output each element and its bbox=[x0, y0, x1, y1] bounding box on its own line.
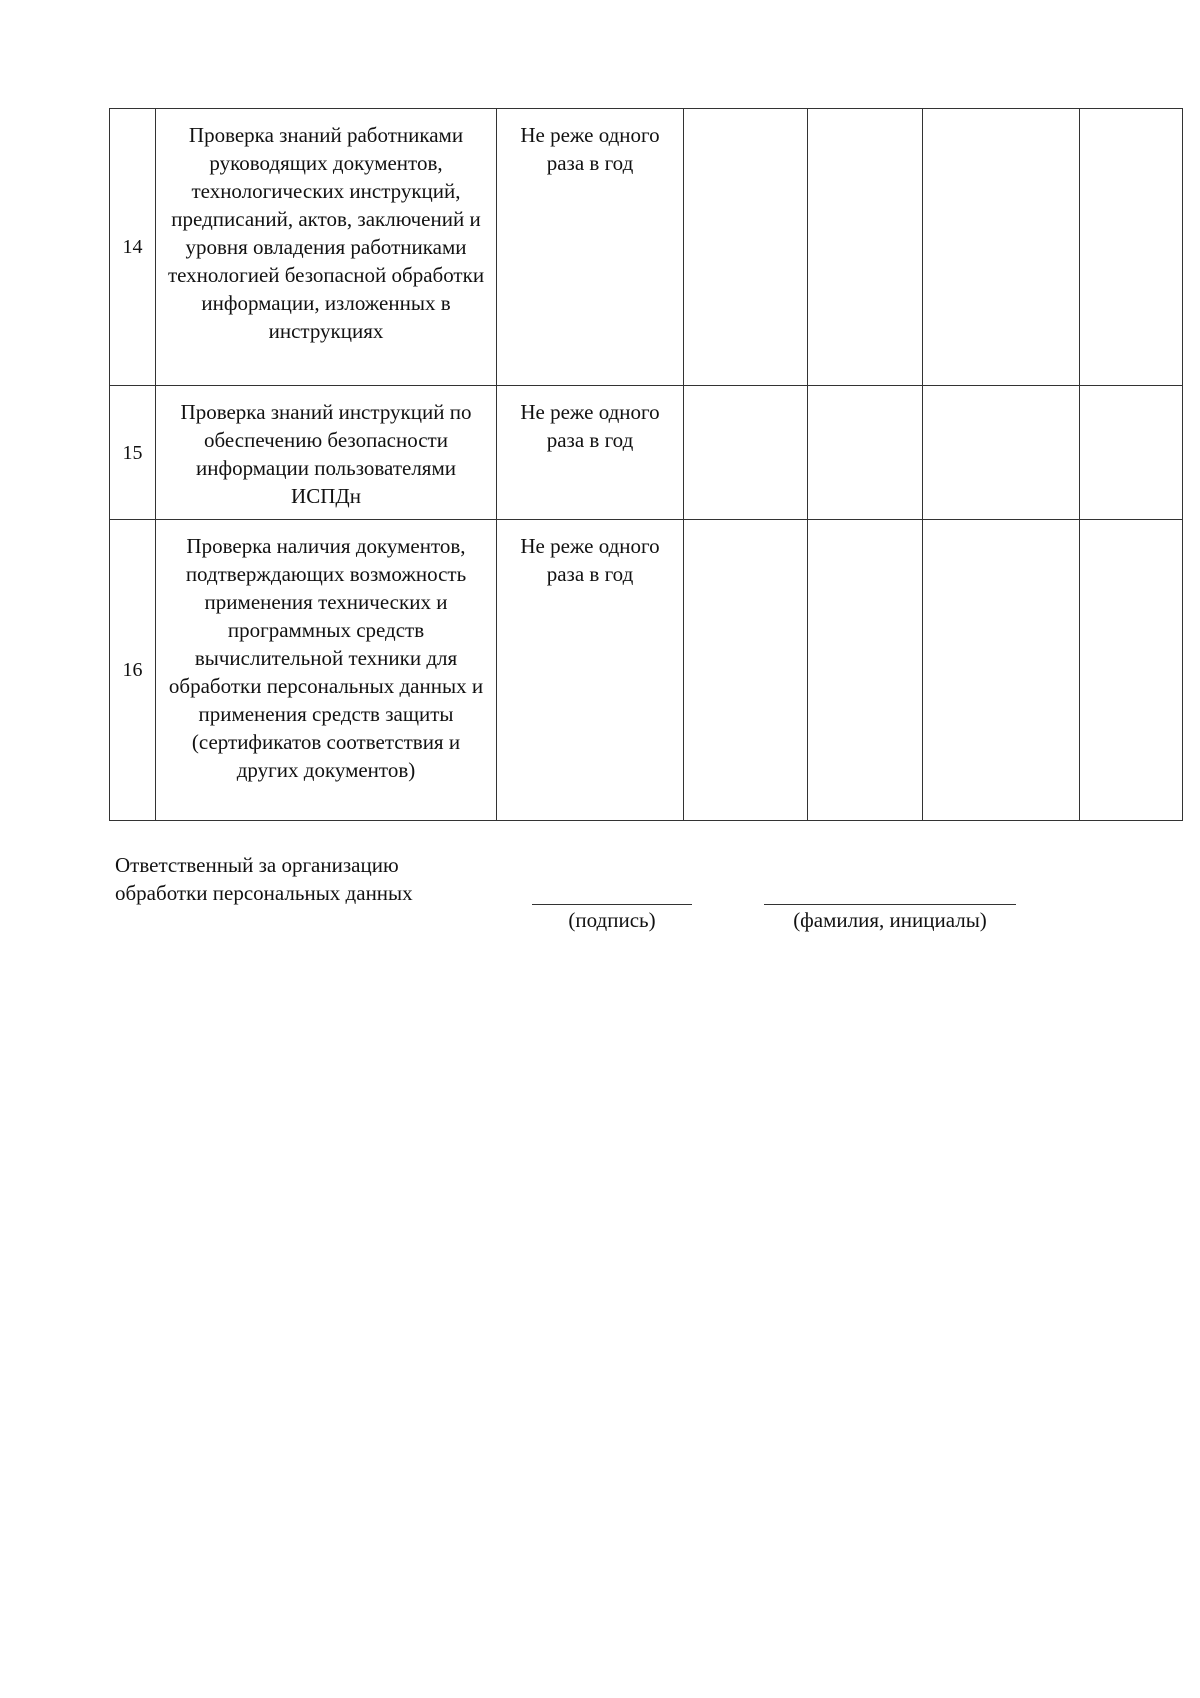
empty-cell bbox=[684, 109, 808, 386]
table-row bbox=[110, 386, 1183, 520]
signature-line bbox=[532, 904, 692, 905]
measure-description: Проверка наличия документов, подтверждающих возможность применения технических и программных средств вычислительной техники для обработки персональных данных и применения средств защиты (сертификатов соответствия и других документов) bbox=[156, 520, 497, 821]
empty-cell bbox=[1080, 520, 1183, 821]
control-measures-table bbox=[109, 108, 1183, 821]
empty-cell bbox=[684, 386, 808, 520]
row-number: 14 bbox=[110, 109, 156, 386]
signature-block bbox=[115, 851, 1115, 941]
empty-cell bbox=[923, 520, 1080, 821]
measure-periodicity: Не реже одного раза в год bbox=[497, 520, 684, 821]
row-number: 15 bbox=[110, 386, 156, 520]
name-caption: (фамилия, инициалы) bbox=[793, 908, 987, 932]
signature-caption: (подпись) bbox=[568, 908, 656, 932]
measure-description: Проверка знаний инструкций по обеспечению безопасности информации пользователями ИСПДн bbox=[156, 386, 497, 520]
responsible-label-line: Ответственный за организацию bbox=[115, 853, 399, 877]
responsible-label-line: обработки персональных данных bbox=[115, 881, 413, 905]
empty-cell bbox=[923, 109, 1080, 386]
empty-cell bbox=[684, 520, 808, 821]
measure-periodicity: Не реже одного раза в год bbox=[497, 386, 684, 520]
name-line bbox=[764, 904, 1016, 905]
measure-description: Проверка знаний работниками руководящих документов, технологических инструкций, предписаний, актов, заключений и уровня овладения работниками технологией безопасной обработки информации, изложенных в инструкциях bbox=[156, 109, 497, 386]
empty-cell bbox=[1080, 386, 1183, 520]
measure-periodicity: Не реже одного раза в год bbox=[497, 109, 684, 386]
empty-cell bbox=[808, 386, 923, 520]
empty-cell bbox=[808, 520, 923, 821]
row-number: 16 bbox=[110, 520, 156, 821]
table-row bbox=[110, 520, 1183, 821]
empty-cell bbox=[808, 109, 923, 386]
responsible-person-label bbox=[115, 851, 475, 907]
empty-cell bbox=[1080, 109, 1183, 386]
empty-cell bbox=[923, 386, 1080, 520]
table-row bbox=[110, 109, 1183, 386]
